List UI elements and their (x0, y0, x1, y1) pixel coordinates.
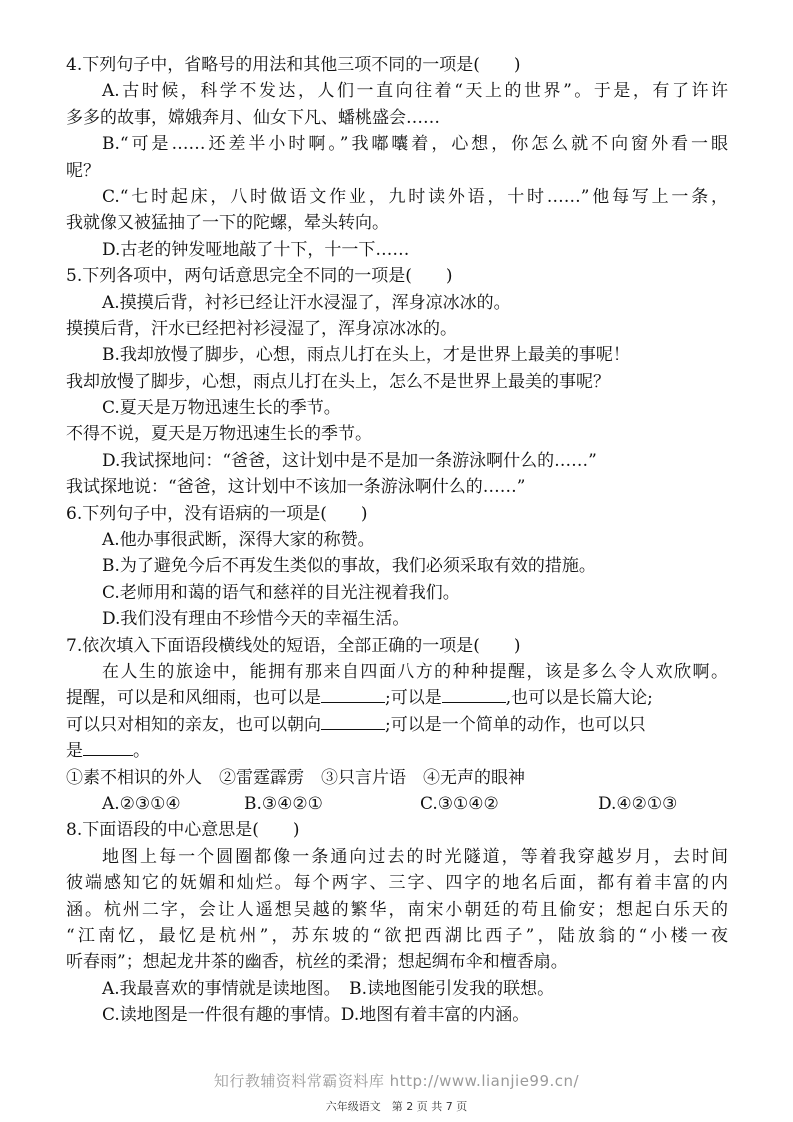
q7-passage-line4: 是 。 (66, 741, 150, 762)
q5-option-a-line1: A.摸摸后背，衬衫已经让汗水浸湿了，浑身凉冰冰的。 (102, 292, 511, 313)
q5-stem: 5.下列各项中，两句话意思完全不同的一项是( ) (66, 266, 453, 287)
q7-passage-line3: 可以只对相知的亲友，也可以朝向 ;可以是一个简单的动作，也可以只 (66, 714, 646, 735)
q8-passage-line1: 地图上每一个圆圈都像一条通向过去的时光隧道，等着我穿越岁月，去时间 (102, 846, 728, 867)
q5-option-b-line2: 我却放慢了脚步，心想，雨点儿打在头上，怎么不是世界上最美的事呢？ (66, 371, 610, 392)
q7-option-c: C.③①④② (420, 793, 499, 814)
q8-passage-line4: “江南忆，最忆是杭州”，苏东坡的“欲把西湖比西子”，陆放翁的“小楼一夜 (66, 925, 728, 946)
q8-options-cd: C.读地图是一件很有趣的事情。D.地图有着丰富的内涵。 (102, 1005, 530, 1026)
q4-option-a-line1: A.古时候，科学不发达，人们一直向往着“天上的世界”。于是，有了许许 (102, 81, 728, 102)
q6-option-b: B.为了避免今后不再发生类似的事故，我们必须采取有效的措施。 (102, 556, 596, 577)
q8-stem: 8.下面语段的中心意思是( ) (66, 820, 300, 841)
q6-option-c: C.老师用和蔼的语气和慈祥的目光注视着我们。 (102, 582, 460, 603)
q7-stem: 7.依次填入下面语段横线处的短语，全部正确的一项是( ) (66, 635, 521, 656)
q4-option-c-line1: C.“七时起床，八时做语文作业，九时读外语，十时……”他每写上一条， (102, 186, 728, 207)
q4-option-a-line2: 多多的故事，嫦娥奔月、仙女下凡、蟠桃盛会…… (66, 107, 440, 128)
q7-blank-4[interactable] (83, 739, 133, 756)
page-footer: 六年级语文 第 2 页 共 7 页 (325, 1100, 468, 1113)
watermark-text: 知行教辅资料常霸资料库 http://www.lianjie99.cn/ (213, 1072, 580, 1090)
q6-stem: 6.下列句子中，没有语病的一项是( ) (66, 503, 368, 524)
q7-blank-2[interactable] (442, 686, 506, 703)
q8-passage-line5: 听春雨”；想起龙井茶的幽香，杭丝的柔滑；想起绸布伞和檀香扇。 (66, 952, 568, 973)
q4-stem: 4.下列句子中，省略号的用法和其他三项不同的一项是( ) (66, 55, 521, 75)
q7-options (66, 791, 728, 817)
q8-options-ab: A.我最喜欢的事情就是读地图。 B.读地图能引发我的联想。 (102, 978, 555, 999)
q4-option-d: D.古老的钟发哑地敲了十下，十一下…… (102, 239, 410, 260)
q7-option-b: B.③④②① (244, 793, 323, 814)
q5-option-d-line1: D.我试探地问：“爸爸，这计划中是不是加一条游泳啊什么的……” (102, 450, 597, 471)
q7-blank-3[interactable] (321, 713, 385, 730)
q7-passage-line1: 在人生的旅途中，能拥有那来自四面八方的种种提醒，该是多么令人欢欣啊。 (102, 661, 728, 682)
q7-blank-1[interactable] (321, 686, 385, 703)
q7-phrase-list: ①素不相识的外人 ②雷霆霹雳 ③只言片语 ④无声的眼神 (66, 767, 525, 788)
q5-option-c-line1: C.夏天是万物迅速生长的季节。 (102, 398, 341, 419)
exam-page (66, 52, 728, 1028)
q5-option-a-line2: 摸摸后背，汗水已经把衬衫浸湿了，浑身凉冰冰的。 (66, 318, 457, 339)
q8-passage-line2: 彼端感知它的妩媚和灿烂。每个两字、三字、四字的地名后面，都有着丰富的内 (66, 873, 728, 894)
q4-option-c-line2: 我就像又被猛抽了一下的陀螺，晕头转向。 (66, 213, 389, 234)
q5-option-d-line2: 我试探地说：“爸爸，这计划中不该加一条游泳啊什么的……” (66, 477, 526, 498)
q6-option-a: A.他办事很武断，深得大家的称赞。 (102, 530, 375, 551)
q7-passage-line2: 提醒，可以是和风细雨，也可以是 ;可以是 ,也可以是长篇大论; (66, 688, 653, 709)
q6-option-d: D.我们没有理由不珍惜今天的幸福生活。 (102, 609, 410, 630)
q4-option-b-line1: B.“可是……还差半小时啊。”我嘟囔着，心想，你怎么就不向窗外看一眼 (102, 134, 728, 155)
q7-option-d: D.④②①③ (598, 793, 678, 814)
q5-option-b-line1: B.我却放慢了脚步，心想，雨点儿打在头上，才是世界上最美的事呢！ (102, 345, 630, 366)
q4-option-b-line2: 呢？ (66, 160, 100, 181)
q8-passage-line3: 涵。杭州二字，会让人遥想吴越的繁华，南宋小朝廷的苟且偷安；想起白乐天的 (66, 899, 728, 920)
q5-option-c-line2: 不得不说，夏天是万物迅速生长的季节。 (66, 424, 372, 445)
q7-option-a: A.②③①④ (102, 793, 181, 814)
